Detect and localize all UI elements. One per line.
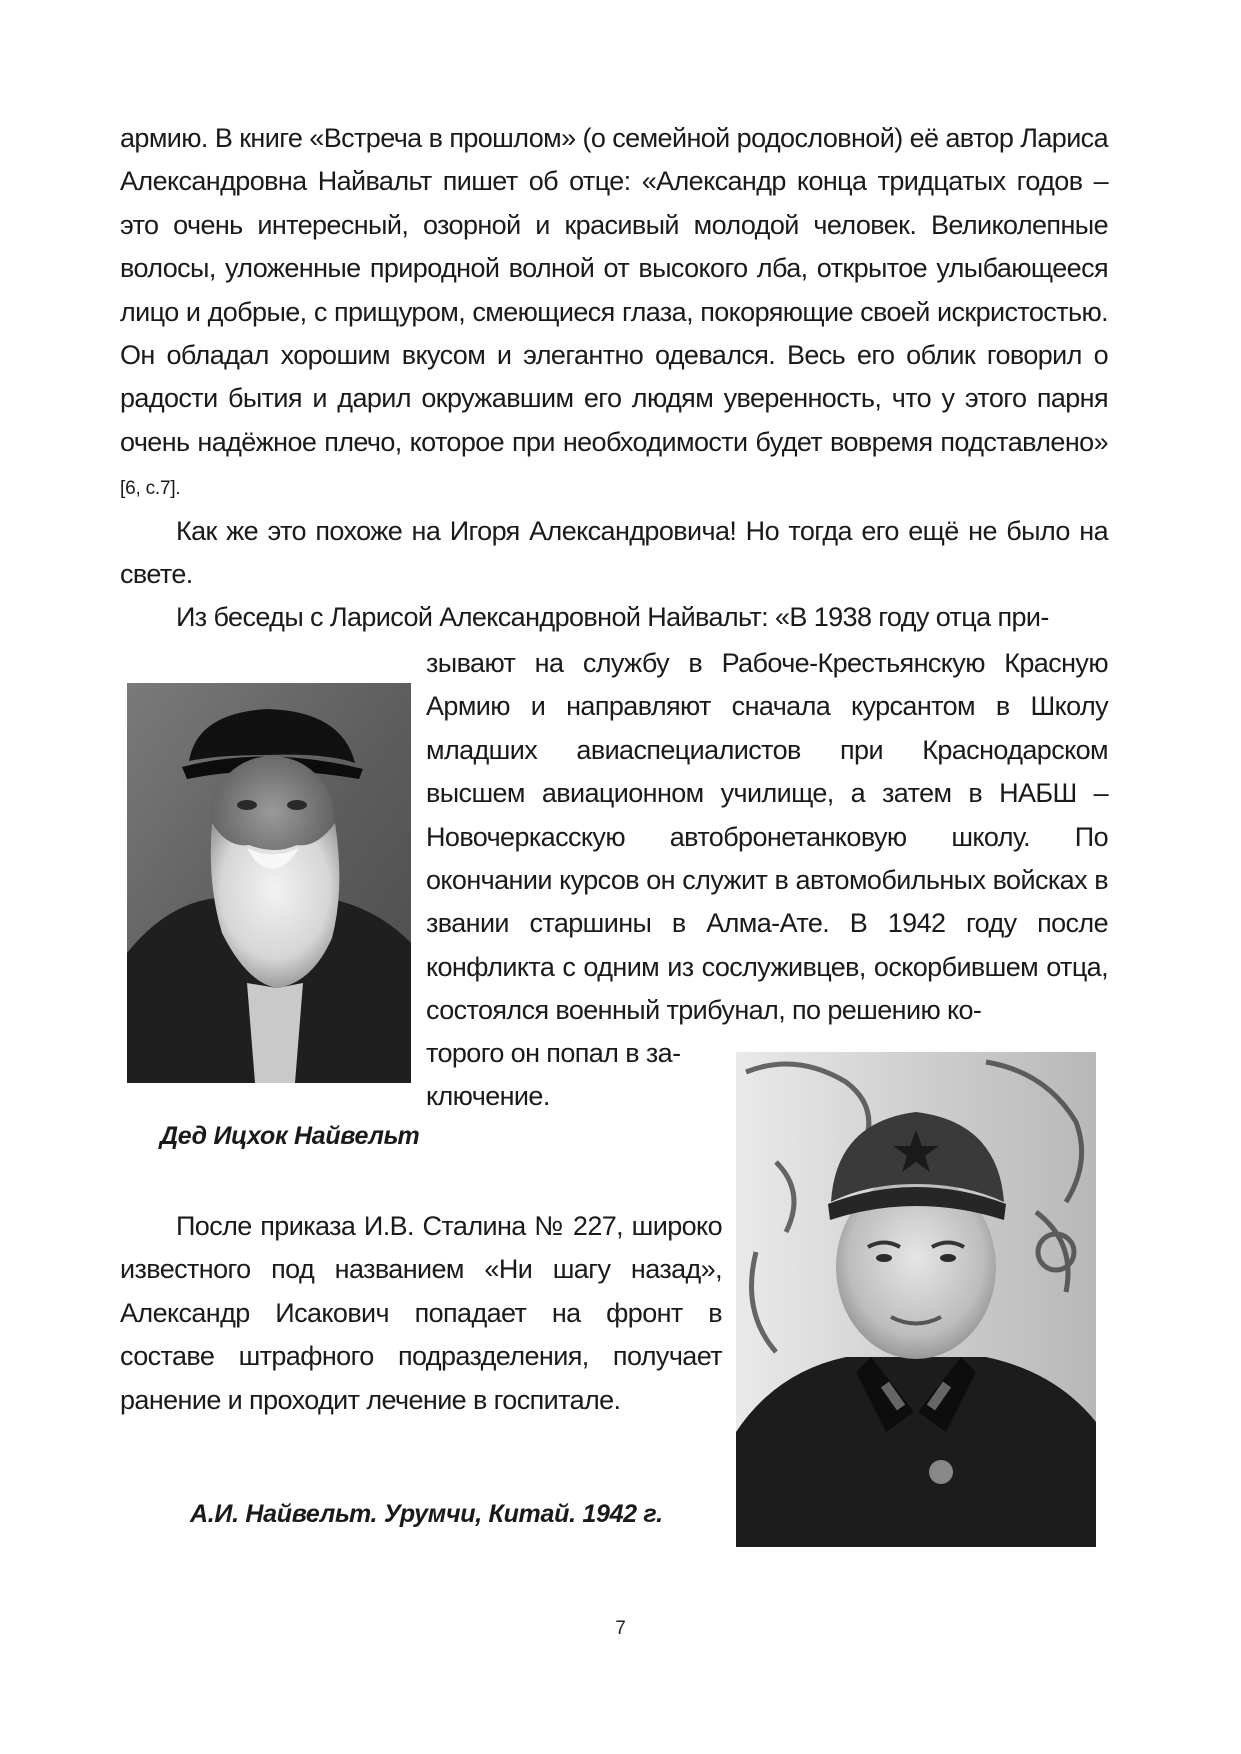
- paragraph-interview-body: зывают на службу в Рабоче-Крестьянскую Красную Армию и направляют сначала курсантом в Школу младших авиаспециалистов при Краснодарском высшем авиационном училище, а затем в НАБШ – Новочеркасскую автобронетанковую школу. По окончании курсов он служит в автомобильных войсках в звании старшины в Алма-Ате. В 1942 году после конфликта с одним из сослуживцев, оскорбившем отца, состоялся военный трибунал, по решению ко-: [426, 648, 1108, 1026]
- paragraph-comparison: [120, 510, 1108, 597]
- paragraph-intro-text: армию. В книге «Встреча в прошлом» (о семейной родословной) её автор Лариса Александровна Найвальт пишет об отце: «Александр конца тридцатых годов – это очень интересный, озорной и красивый молодой человек. Великолепные волосы, уложенные природной волной от высокого лба, открытое улыбающееся лицо и добрые, с прищуром, смеющиеся глаза, покоряющие своей искристостью. Он обладал хорошим вкусом и элегантно одевался. Весь его облик говорил о радости бытия и дарил окружавшим его людям уверенность, что у этого парня очень надёжное плечо, которое при необходимости будет вовремя подставлено»: [120, 123, 1108, 457]
- paragraph-interview-short-line: торого он попал в за-: [426, 1038, 681, 1068]
- paragraph-intro: [120, 117, 1108, 511]
- grandfather-photo-image: [127, 683, 411, 1083]
- paragraph-interview-short1: [426, 1032, 704, 1075]
- paragraph-interview-short2: [426, 1075, 704, 1118]
- paragraph-interview-line1: Из беседы с Ларисой Александровной Найвальт: «В 1938 году отца при-: [176, 602, 1049, 632]
- caption-grandfather: Дед Ицхок Найвельт: [160, 1122, 420, 1150]
- grandfather-photo: [127, 683, 411, 1083]
- soldier-photo: [736, 1052, 1096, 1547]
- paragraph-interview-first-line: [120, 596, 1108, 639]
- page-number: 7: [615, 1618, 626, 1639]
- caption-soldier: А.И. Найвельт. Урумчи, Китай. 1942 г.: [190, 1500, 663, 1528]
- paragraph-front-text: После приказа И.В. Сталина № 227, широко известного под названием «Ни шагу назад», Александр Исакович попадает на фронт в составе штрафного подразделения, получает ранение и проходит лечение в госпитале.: [120, 1211, 722, 1415]
- paragraph-interview-end: ключение.: [426, 1081, 550, 1111]
- citation: [6, с.7].: [120, 478, 181, 500]
- paragraph-front: [120, 1205, 722, 1422]
- soldier-photo-image: [736, 1052, 1096, 1547]
- paragraph-comparison-text: Как же это похоже на Игоря Александровича! Но тогда его ещё не было на свете.: [120, 516, 1108, 590]
- paragraph-interview-continued: [426, 642, 1108, 1033]
